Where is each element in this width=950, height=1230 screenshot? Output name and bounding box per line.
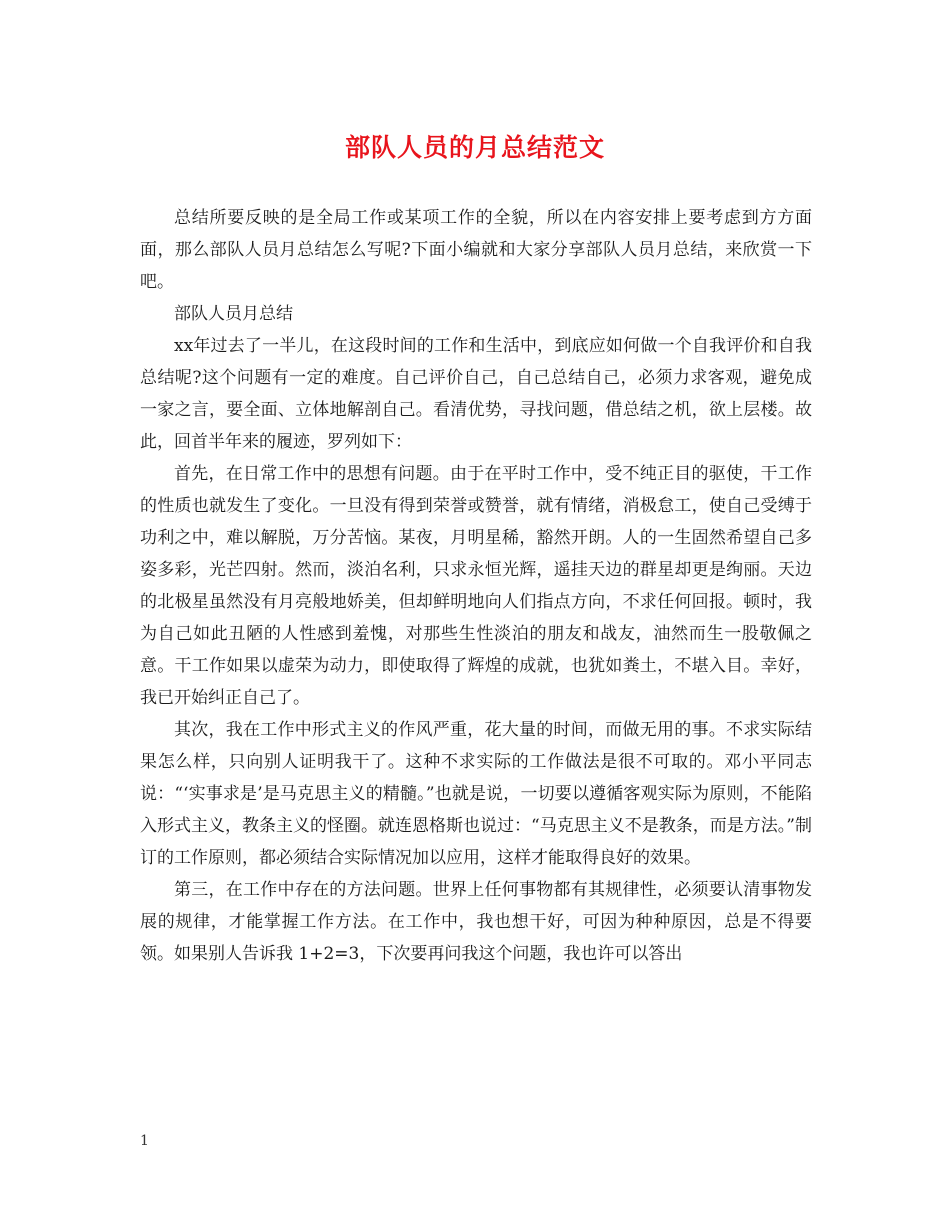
page-number: 1 [140,1133,149,1149]
intro-paragraph: 总结所要反映的是全局工作或某项工作的全貌，所以在内容安排上要考虑到方方面面，那么部队人员月总结怎么写呢?下面小编就和大家分享部队人员月总结，来欣赏一下吧。 [140,208,812,292]
body-paragraph: 首先，在日常工作中的思想有问题。由于在平时工作中，受不纯正目的驱使，干工作的性质也就发生了变化。一旦没有得到荣誉或赞誉，就有情绪，消极怠工，使自己受缚于功利之中，难以解脱，万分苦恼。某夜，月明星稀，豁然开朗。人的一生固然希望自己多姿多彩，光芒四射。然而，淡泊名利，只求永恒光辉，遥挂天边的群星却更是绚丽。天边的北极星虽然没有月亮般地娇美，但却鲜明地向人们指点方向，不求任何回报。顿时，我为自己如此丑陋的人性感到羞愧，对那些生性淡泊的朋友和战友，油然而生一股敬佩之意。干工作如果以虚荣为动力，即使取得了辉煌的成就，也犹如粪土，不堪入目。幸好，我已开始纠正自己了。 [140,464,812,708]
document-body [140,202,812,970]
body-paragraph: 第三，在工作中存在的方法问题。世界上任何事物都有其规律性，必须要认清事物发展的规律，才能掌握工作方法。在工作中，我也想干好，可因为种种原因，总是不得要领。如果别人告诉我 1+2=3，下次要再问我这个问题，我也许可以答出 [140,880,812,964]
document-title: 部队人员的月总结范文 [344,133,605,162]
body-paragraph: xx年过去了一半儿，在这段时间的工作和生活中，到底应如何做一个自我评价和自我总结呢?这个问题有一定的难度。自己评价自己，自己总结自己，必须力求客观，避免成一家之言，要全面、立体地解剖自己。看清优势，寻找问题，借总结之机，欲上层楼。故此，回首半年来的履迹，罗列如下： [140,336,812,452]
section-heading: 部队人员月总结 [174,304,293,324]
body-paragraph: 其次，我在工作中形式主义的作风严重，花大量的时间，而做无用的事。不求实际结果怎么样，只向别人证明我干了。这种不求实际的工作做法是很不可取的。邓小平同志说：“‘实事求是’是马克思主义的精髓。”也就是说，一切要以遵循客观实际为原则，不能陷入形式主义，教条主义的怪圈。就连恩格斯也说过：“马克思主义不是教条，而是方法。”制订的工作原则，都必须结合实际情况加以应用，这样才能取得良好的效果。 [140,720,812,868]
